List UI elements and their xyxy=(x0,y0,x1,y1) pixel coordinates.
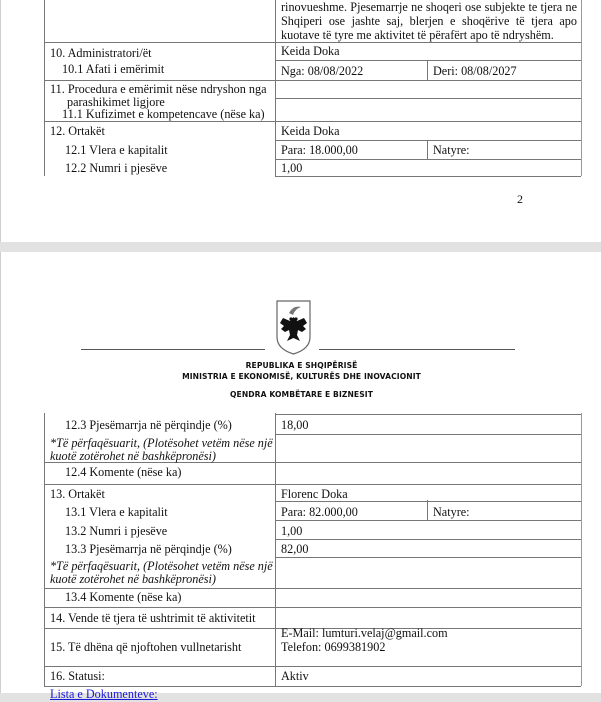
row-divider xyxy=(275,60,581,61)
administrator-value: Keida Doka xyxy=(281,44,340,58)
header-ministry: MINISTRIA E EKONOMISË, KULTURËS DHE INOVACIONIT xyxy=(182,372,421,381)
header-rule-left xyxy=(81,349,265,350)
table-border-left xyxy=(44,0,45,176)
table-column-divider xyxy=(275,0,276,176)
row-divider xyxy=(44,588,581,589)
shares-count-label: 12.2 Numri i pjesëve xyxy=(65,161,168,175)
participation-percent-label: 12.3 Pjesëmarrja në përqindje (%) xyxy=(65,418,232,432)
email-value: E-Mail: lumturi.velaj@gmail.com xyxy=(281,626,448,640)
other-locations-label: 14. Vende të tjera të ushtrimit të aktivitetit xyxy=(50,611,256,625)
header-republic: REPUBLIKA E SHQIPËRISË xyxy=(245,361,358,370)
row-divider xyxy=(275,414,581,415)
table-subdivider xyxy=(427,140,428,160)
competence-limits-label: 11.1 Kufizimet e kompetencave (nëse ka) xyxy=(62,107,265,121)
voluntary-info-label: 15. Të dhëna që njoftohen vullnetarisht xyxy=(50,640,242,654)
row-divider xyxy=(44,42,581,43)
capital-value-label: 12.1 Vlera e kapitalit xyxy=(65,143,168,157)
row-divider xyxy=(44,80,581,81)
row-divider xyxy=(275,520,581,521)
table-border-right xyxy=(581,0,582,176)
table-border-left xyxy=(44,413,45,686)
document-page-3 xyxy=(0,252,601,701)
comments-label: 13.4 Komente (nëse ka) xyxy=(65,590,182,604)
partner-name: Keida Doka xyxy=(281,124,340,138)
administrator-label: 10. Administratori/ët xyxy=(50,46,152,60)
representatives-label-cont: kuotë zotërohet në bashkëpronësi) xyxy=(50,449,216,463)
capital-money: Para: 18.000,00 xyxy=(281,143,358,157)
phone-value: Telefon: 0699381902 xyxy=(281,640,386,654)
row-divider xyxy=(275,176,581,177)
row-divider xyxy=(44,121,581,122)
row-divider xyxy=(275,434,581,435)
partners-label: 13. Ortakët xyxy=(50,487,105,501)
row-divider xyxy=(44,666,581,667)
appointment-from: Nga: 08/08/2022 xyxy=(281,64,364,78)
activity-description: rinovueshme. Pjesemarrje ne shoqeri ose subjekte te tjera ne Shqiperi ose jashte saj, blerjen e shoqërive të tjera apo kuotave të tyre me aktivitet të përafërt apo të ndryshëm. xyxy=(281,0,577,42)
header-business-center: QENDRA KOMBËTARE E BIZNESIT xyxy=(229,390,373,399)
appointment-term-label: 10.1 Afati i emërimit xyxy=(62,62,165,76)
row-divider xyxy=(275,501,581,502)
shares-count-value: 1,00 xyxy=(281,524,303,538)
table-border-right xyxy=(581,413,582,686)
shares-count-value: 1,00 xyxy=(281,161,303,175)
page-number: 2 xyxy=(517,192,523,206)
procedure-label: 11. Procedura e emërimit nëse ndryshon nga xyxy=(50,82,267,96)
capital-nature: Natyre: xyxy=(433,505,470,519)
participation-percent-label: 13.3 Pjesëmarrja në përqindje (%) xyxy=(65,542,232,556)
albania-coat-of-arms-icon xyxy=(275,299,312,355)
appointment-to: Deri: 08/08/2027 xyxy=(433,64,517,78)
representatives-label: *Të përfaqësuarit, (Plotësohet vetëm nëse një xyxy=(50,559,273,573)
table-subdivider xyxy=(427,60,428,80)
capital-money: Para: 82.000,00 xyxy=(281,505,358,519)
row-divider xyxy=(275,539,581,540)
row-divider xyxy=(44,484,581,485)
partners-label: 12. Ortakët xyxy=(50,124,105,138)
table-column-divider xyxy=(275,413,276,686)
participation-percent-value: 82,00 xyxy=(281,542,309,556)
row-divider xyxy=(275,98,581,99)
documents-list-link[interactable]: Lista e Dokumenteve: xyxy=(50,687,158,701)
row-divider xyxy=(275,159,581,160)
row-divider xyxy=(44,607,581,608)
procedure-label-cont: parashikimet ligjore xyxy=(67,95,165,109)
comments-label: 12.4 Komente (nëse ka) xyxy=(65,465,182,479)
participation-percent-value: 18,00 xyxy=(281,418,309,432)
row-divider xyxy=(275,557,581,558)
row-divider xyxy=(275,140,581,141)
table-subdivider xyxy=(427,500,428,520)
status-value: Aktiv xyxy=(281,669,309,683)
capital-nature: Natyre: xyxy=(433,143,470,157)
document-page-2 xyxy=(0,0,601,242)
representatives-label: *Të përfaqësuarit, (Plotësohet vetëm nëse një xyxy=(50,436,273,450)
representatives-label-cont: kuotë zotërohet në bashkëpronësi) xyxy=(50,572,216,586)
shares-count-label: 13.2 Numri i pjesëve xyxy=(65,524,168,538)
header-rule-right xyxy=(319,349,515,350)
capital-value-label: 13.1 Vlera e kapitalit xyxy=(65,505,168,519)
status-label: 16. Statusi: xyxy=(50,669,105,683)
partner-name: Florenc Doka xyxy=(281,487,348,501)
